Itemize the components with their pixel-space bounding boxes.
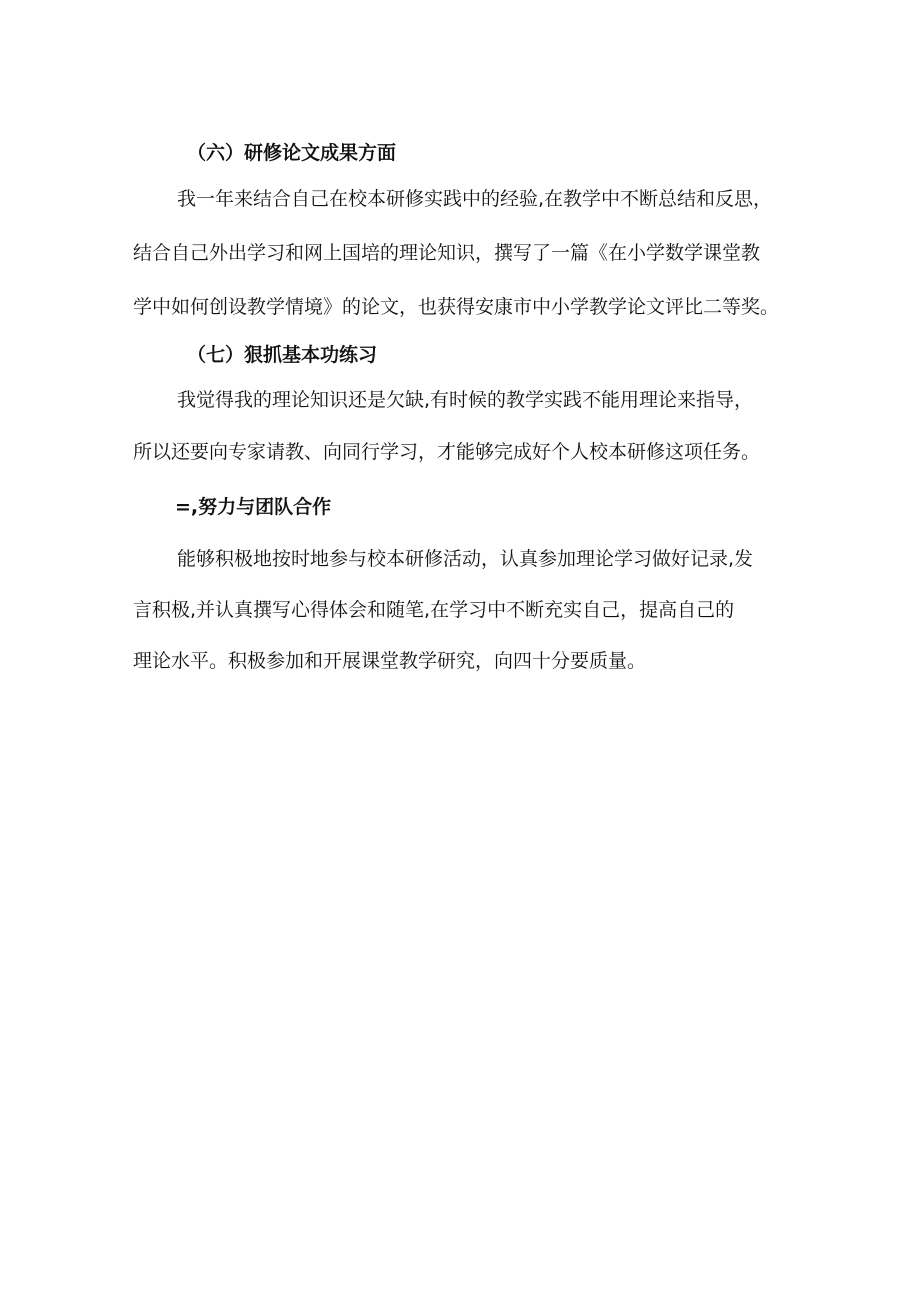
paragraph-research-paper [133, 172, 803, 334]
paragraph-line: 言积极,并认真撰写心得体会和随笔,在学习中不断充实自己，提高自己的 [133, 599, 735, 621]
section-heading-teamwork: =,努力与团队合作 [175, 496, 332, 518]
paragraph-teamwork [133, 534, 803, 687]
section-heading-basic-skills: （七）狠抓基本功练习 [187, 344, 378, 366]
paragraph-basic-skills [133, 374, 803, 478]
document-body [133, 136, 803, 687]
paragraph-line: 理论水平。积极参加和开展课堂教学研究，向四十分要质量。 [133, 650, 647, 672]
paragraph-line: 学中如何创设教学情境》的论文，也获得安康市中小学教学论文评比二等奖。 [133, 296, 780, 318]
paragraph-line: 结合自己外出学习和网上国培的理论知识，撰写了一篇《在小学数学课堂教 [133, 242, 761, 264]
section-heading-research-paper: （六）研修论文成果方面 [187, 142, 397, 164]
paragraph-line: 所以还要向专家请教、向同行学习，才能够完成好个人校本研修这项任务。 [133, 441, 761, 463]
paragraph-line: 能够积极地按时地参与校本研修活动，认真参加理论学习做好记录,发 [177, 548, 754, 570]
paragraph-line: 我一年来结合自己在校本研修实践中的经验,在教学中不断总结和反思， [177, 188, 773, 210]
paragraph-line: 我觉得我的理论知识还是欠缺,有时候的教学实践不能用理论来指导， [177, 389, 754, 411]
